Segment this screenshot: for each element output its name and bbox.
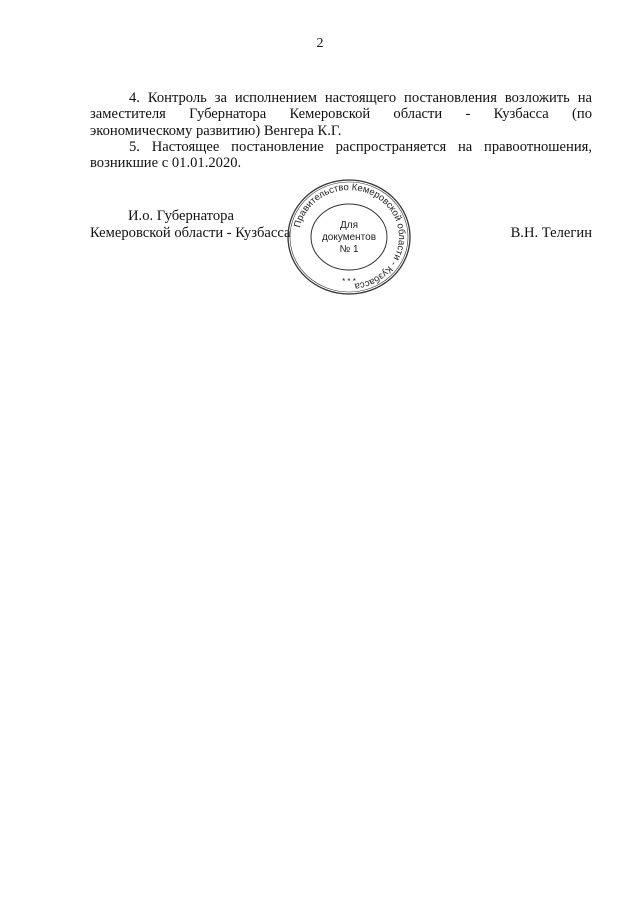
seal-center-line-1: Для — [339, 220, 359, 231]
seal-center-line-2: документов — [321, 232, 377, 243]
official-seal-stamp — [286, 178, 412, 296]
signatory-title: И.о. Губернатора — [128, 208, 234, 224]
seal-stars: * * * — [342, 277, 356, 286]
paragraph-5-line-1: 5. Настоящее постановление распространяется на правоотношения, — [129, 139, 592, 155]
signatory-name: В.Н. Телегин — [510, 225, 592, 241]
paragraph-5-line-2: возникшие с 01.01.2020. — [90, 155, 242, 172]
signatory-organization: Кемеровской области - Кузбасса — [90, 225, 291, 241]
seal-ring-text: Правительство Кемеровской области - Кузбасса — [292, 181, 408, 292]
paragraph-4-line-2: заместителя Губернатора Кемеровской области - Кузбасса (по — [90, 106, 592, 123]
paragraph-4-line-1: 4. Контроль за исполнением настоящего постановления возложить на — [129, 90, 592, 106]
page-number: 2 — [316, 36, 324, 51]
seal-center-line-3: № 1 — [339, 244, 359, 255]
paragraph-4 — [90, 90, 592, 139]
paragraph-4-line-3: экономическому развитию) Венгера К.Г. — [90, 122, 342, 139]
paragraph-5 — [90, 139, 592, 172]
